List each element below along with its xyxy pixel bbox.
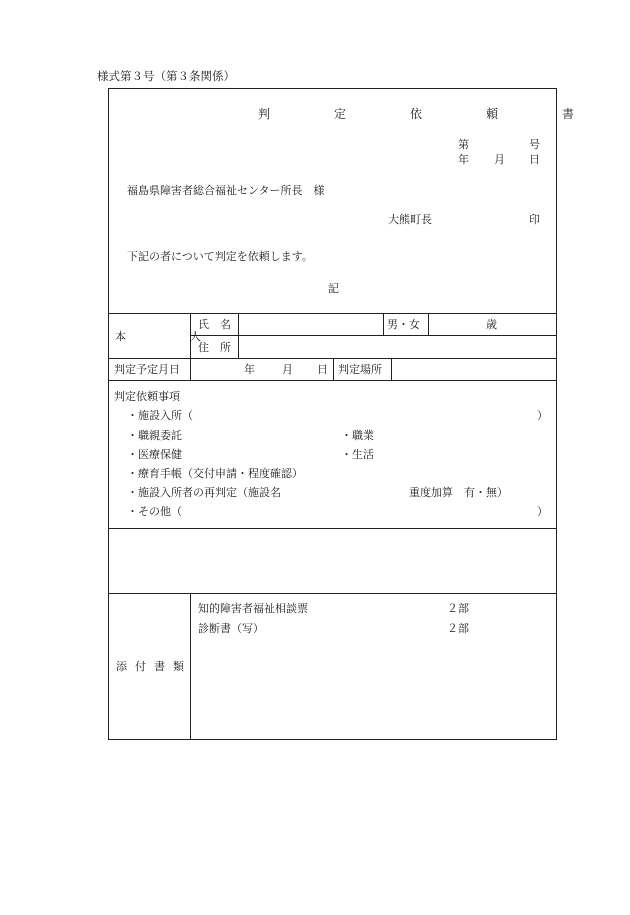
attachments-label: 添付書類	[116, 660, 192, 673]
attachment-count: ２部	[447, 622, 469, 635]
attachment-count: ２部	[447, 602, 469, 615]
divider-person-top	[108, 313, 557, 314]
number-prefix: 第	[458, 138, 469, 151]
item-medical-care[interactable]: ・医療保健	[127, 448, 182, 461]
close-paren-1: ）	[537, 409, 548, 422]
items-heading: 判定依頼事項	[114, 390, 180, 403]
divider-place-label	[391, 358, 392, 380]
judgment-date-day: 日	[317, 363, 328, 376]
item-handbook[interactable]: ・療育手帳（交付申請・程度確認）	[127, 467, 303, 480]
divider-gender-age	[428, 313, 429, 335]
divider-name-address	[190, 335, 557, 336]
ki-mark: 記	[328, 282, 339, 295]
gender-select[interactable]: 男・女	[387, 318, 420, 331]
item-other[interactable]: ・その他（	[127, 505, 182, 518]
person-section-label: 本 人	[115, 330, 215, 343]
item-facility-admission[interactable]: ・施設入所（	[127, 409, 193, 422]
item-employment[interactable]: ・職業	[341, 429, 374, 442]
judgment-place-label: 判定場所	[338, 363, 382, 376]
date-month: 月	[494, 153, 505, 166]
close-paren-2: ）	[537, 505, 548, 518]
item-severity-add[interactable]: 重度加算 有・無）	[409, 486, 508, 499]
divider-notes-bottom	[108, 593, 557, 594]
judgment-date-label: 判定予定月日	[114, 363, 180, 376]
item-rejudgment[interactable]: ・施設入所者の再判定（施設名	[127, 486, 281, 499]
judgment-date-year: 年	[244, 363, 255, 376]
name-label: 氏 名	[198, 318, 231, 331]
form-title: 判 定 依 頼 書	[258, 107, 601, 121]
seal-mark: 印	[529, 213, 540, 226]
divider-items-bottom	[108, 528, 557, 529]
address-label: 住 所	[198, 341, 231, 354]
number-suffix: 号	[529, 138, 540, 151]
date-year: 年	[458, 153, 469, 166]
judgment-date-month: 月	[282, 363, 293, 376]
date-day: 日	[529, 153, 540, 166]
request-text: 下記の者について判定を依頼します。	[127, 250, 313, 263]
age-label: 歳	[486, 318, 497, 331]
attachment-name: 知的障害者福祉相談票	[198, 602, 308, 615]
divider-field-label	[238, 313, 239, 358]
item-guardian-consignment[interactable]: ・職親委託	[127, 429, 182, 442]
attachment-name: 診断書（写）	[198, 622, 264, 635]
divider-schedule-bottom	[108, 380, 557, 381]
divider-name-gender	[383, 313, 384, 335]
addressee: 福島県障害者総合福祉センター所長 様	[127, 184, 325, 197]
item-daily-life[interactable]: ・生活	[341, 448, 374, 461]
divider-date-label	[190, 358, 191, 380]
divider-date-place	[333, 358, 334, 380]
form-number: 様式第３号（第３条関係）	[97, 69, 235, 83]
sender: 大熊町長	[388, 213, 432, 226]
